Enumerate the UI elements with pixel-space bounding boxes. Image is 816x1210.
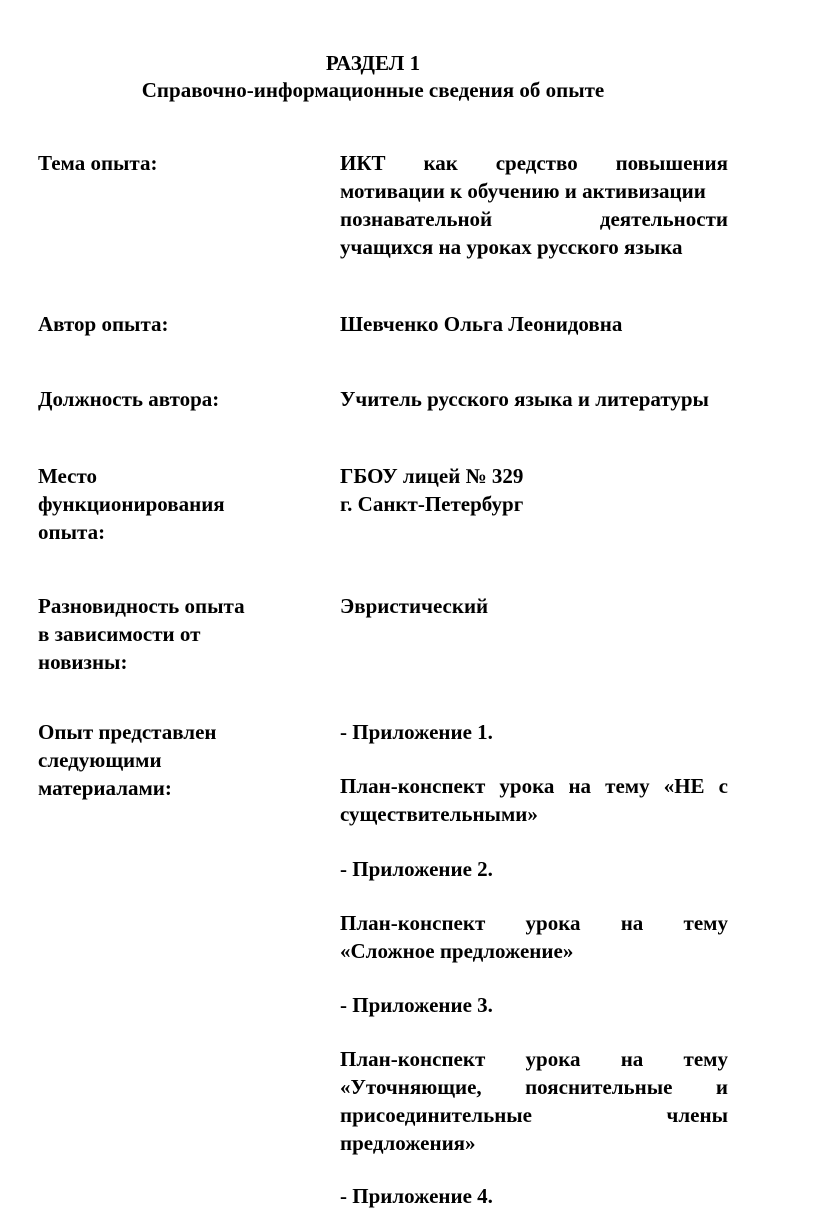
kind-label-line: в зависимости от xyxy=(38,622,201,646)
appendix-3-line-3 xyxy=(340,1101,728,1129)
place-label xyxy=(38,462,288,546)
place-value-line: ГБОУ лицей № 329 xyxy=(340,464,524,488)
desc-word: на xyxy=(568,774,592,798)
materials-label-line: Опыт представлен xyxy=(38,720,217,744)
kind-label-line: Разновидность опыта xyxy=(38,594,245,618)
author-value: Шевченко Ольга Леонидовна xyxy=(340,312,623,336)
appendix-1-desc xyxy=(340,772,728,828)
topic-word: познавательной xyxy=(340,207,493,231)
appendix-4-title: - Приложение 4. xyxy=(340,1184,493,1208)
appendix-1-title: - Приложение 1. xyxy=(340,720,493,744)
topic-word: как xyxy=(423,151,458,175)
materials-label-line: следующими xyxy=(38,748,162,772)
position-label: Должность автора: xyxy=(38,387,220,411)
kind-label xyxy=(38,592,288,676)
topic-word: деятельности xyxy=(599,207,728,231)
place-value-line: г. Санкт-Петербург xyxy=(340,492,524,516)
desc-word: тему xyxy=(683,1047,728,1071)
desc-word: План-конспект xyxy=(340,911,486,935)
appendix-3-title: - Приложение 3. xyxy=(340,993,493,1017)
desc-word: на xyxy=(620,1047,644,1071)
section-heading: РАЗДЕЛ 1 xyxy=(325,51,421,75)
topic-word: средство xyxy=(495,151,578,175)
desc-word: с xyxy=(718,774,728,798)
desc-word: тему xyxy=(605,774,650,798)
topic-line-1 xyxy=(340,149,728,177)
appendix-3-line-2 xyxy=(340,1073,728,1101)
author-label: Автор опыта: xyxy=(38,312,169,336)
appendix-2-line-2: «Сложное предложение» xyxy=(340,939,574,963)
topic-word: ИКТ xyxy=(340,151,386,175)
desc-word: присоединительные xyxy=(340,1103,533,1127)
section-subtitle: Справочно-информационные сведения об опыте xyxy=(141,78,605,102)
place-value xyxy=(340,462,728,518)
appendix-2-line-1 xyxy=(340,909,728,937)
desc-word: пояснительные xyxy=(525,1075,673,1099)
desc-word: План-конспект xyxy=(340,1047,486,1071)
materials-label-line: материалами: xyxy=(38,776,172,800)
desc-word: на xyxy=(620,911,644,935)
desc-word: «Уточняющие, xyxy=(340,1075,482,1099)
topic-line-2: мотивации к обучению и активизации xyxy=(340,179,706,203)
topic-word: повышения xyxy=(615,151,728,175)
desc-word: урока xyxy=(525,1047,581,1071)
appendix-2-desc xyxy=(340,909,728,965)
topic-value xyxy=(340,149,728,261)
kind-label-line: новизны: xyxy=(38,650,128,674)
appendix-2-title: - Приложение 2. xyxy=(340,857,493,881)
appendix-1-line-1 xyxy=(340,772,728,800)
desc-word: члены xyxy=(666,1103,728,1127)
desc-word: «НЕ xyxy=(663,774,705,798)
place-label-line: функционирования xyxy=(38,492,225,516)
appendix-3-line-4: предложения» xyxy=(340,1131,476,1155)
desc-word: урока xyxy=(499,774,555,798)
appendix-3-line-1 xyxy=(340,1045,728,1073)
topic-line-4: учащихся на уроках русского языка xyxy=(340,235,683,259)
position-value: Учитель русского языка и литературы xyxy=(340,387,709,411)
place-label-line: опыта: xyxy=(38,520,106,544)
topic-label: Тема опыта: xyxy=(38,151,158,175)
desc-word: План-конспект xyxy=(340,774,486,798)
desc-word: урока xyxy=(525,911,581,935)
appendix-3-desc xyxy=(340,1045,728,1157)
materials-label xyxy=(38,718,288,802)
kind-value: Эвристический xyxy=(340,594,489,618)
place-label-line: Место xyxy=(38,464,97,488)
desc-word: и xyxy=(715,1075,728,1099)
topic-line-3 xyxy=(340,205,728,233)
appendix-1-line-2: существительными» xyxy=(340,802,538,826)
desc-word: тему xyxy=(683,911,728,935)
